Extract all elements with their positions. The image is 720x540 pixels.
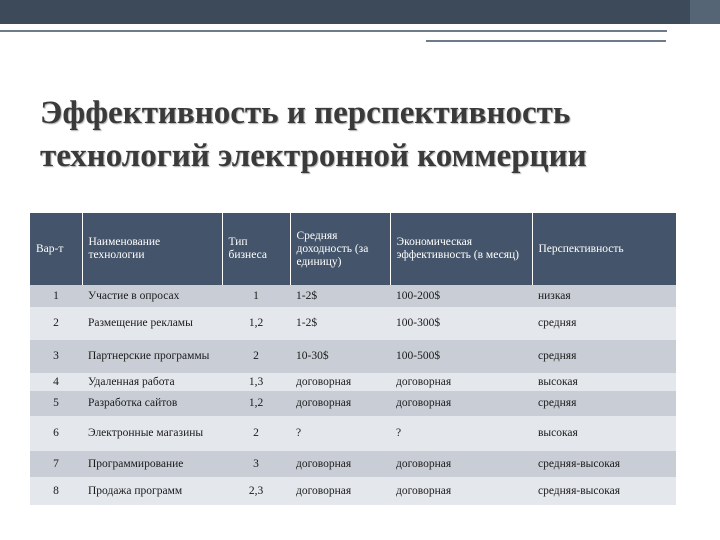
cell-technology: Электронные магазины xyxy=(82,416,222,451)
cell-prospect: средняя-высокая xyxy=(532,451,676,477)
cell-variant: 8 xyxy=(30,477,82,505)
cell-technology: Удаленная работа xyxy=(82,373,222,391)
cell-technology: Разработка сайтов xyxy=(82,391,222,416)
cell-avg-income: договорная xyxy=(290,373,390,391)
cell-avg-income: договорная xyxy=(290,451,390,477)
cell-avg-income: ? xyxy=(290,416,390,451)
cell-business-type: 3 xyxy=(222,451,290,477)
table-header-row xyxy=(30,213,676,285)
cell-efficiency: 100-300$ xyxy=(390,307,532,340)
table-row xyxy=(30,391,676,416)
cell-prospect: средняя xyxy=(532,340,676,373)
cell-technology: Партнерские программы xyxy=(82,340,222,373)
header-avg-income: Средняя доходность (за единицу) xyxy=(290,213,390,285)
cell-prospect: средняя-высокая xyxy=(532,477,676,505)
header-efficiency: Экономическая эффективность (в месяц) xyxy=(390,213,532,285)
top-decor-bar xyxy=(0,0,720,24)
cell-efficiency: договорная xyxy=(390,373,532,391)
cell-prospect: низкая xyxy=(532,285,676,307)
cell-variant: 1 xyxy=(30,285,82,307)
cell-variant: 3 xyxy=(30,340,82,373)
cell-avg-income: 10-30$ xyxy=(290,340,390,373)
cell-prospect: средняя xyxy=(532,391,676,416)
cell-avg-income: 1-2$ xyxy=(290,307,390,340)
cell-avg-income: договорная xyxy=(290,391,390,416)
cell-efficiency: договорная xyxy=(390,391,532,416)
table-row xyxy=(30,285,676,307)
cell-business-type: 1 xyxy=(222,285,290,307)
cell-technology: Программирование xyxy=(82,451,222,477)
cell-variant: 6 xyxy=(30,416,82,451)
decor-rule-2 xyxy=(426,40,666,42)
table-row xyxy=(30,416,676,451)
cell-variant: 2 xyxy=(30,307,82,340)
cell-technology: Продажа программ xyxy=(82,477,222,505)
cell-avg-income: договорная xyxy=(290,477,390,505)
cell-efficiency: договорная xyxy=(390,477,532,505)
cell-efficiency: ? xyxy=(390,416,532,451)
table-row xyxy=(30,307,676,340)
cell-efficiency: 100-500$ xyxy=(390,340,532,373)
cell-avg-income: 1-2$ xyxy=(290,285,390,307)
decor-rule-1 xyxy=(0,30,667,32)
top-decor-accent xyxy=(690,0,720,24)
cell-business-type: 2 xyxy=(222,340,290,373)
cell-business-type: 1,2 xyxy=(222,307,290,340)
header-prospect: Перспективность xyxy=(532,213,676,285)
table-row xyxy=(30,477,676,505)
cell-prospect: высокая xyxy=(532,373,676,391)
cell-technology: Размещение рекламы xyxy=(82,307,222,340)
cell-variant: 5 xyxy=(30,391,82,416)
cell-efficiency: договорная xyxy=(390,451,532,477)
cell-efficiency: 100-200$ xyxy=(390,285,532,307)
header-technology: Наименование технологии xyxy=(82,213,222,285)
table-row xyxy=(30,451,676,477)
cell-variant: 4 xyxy=(30,373,82,391)
table-row xyxy=(30,340,676,373)
technologies-table xyxy=(30,213,677,505)
cell-prospect: средняя xyxy=(532,307,676,340)
cell-business-type: 2,3 xyxy=(222,477,290,505)
cell-business-type: 1,2 xyxy=(222,391,290,416)
slide-title: Эффективность и перспективность технологий электронной коммерции xyxy=(40,95,587,174)
cell-prospect: высокая xyxy=(532,416,676,451)
cell-business-type: 1,3 xyxy=(222,373,290,391)
cell-business-type: 2 xyxy=(222,416,290,451)
cell-variant: 7 xyxy=(30,451,82,477)
table-row xyxy=(30,373,676,391)
header-variant: Вар-т xyxy=(30,213,82,285)
header-business-type: Тип бизнеса xyxy=(222,213,290,285)
cell-technology: Участие в опросах xyxy=(82,285,222,307)
